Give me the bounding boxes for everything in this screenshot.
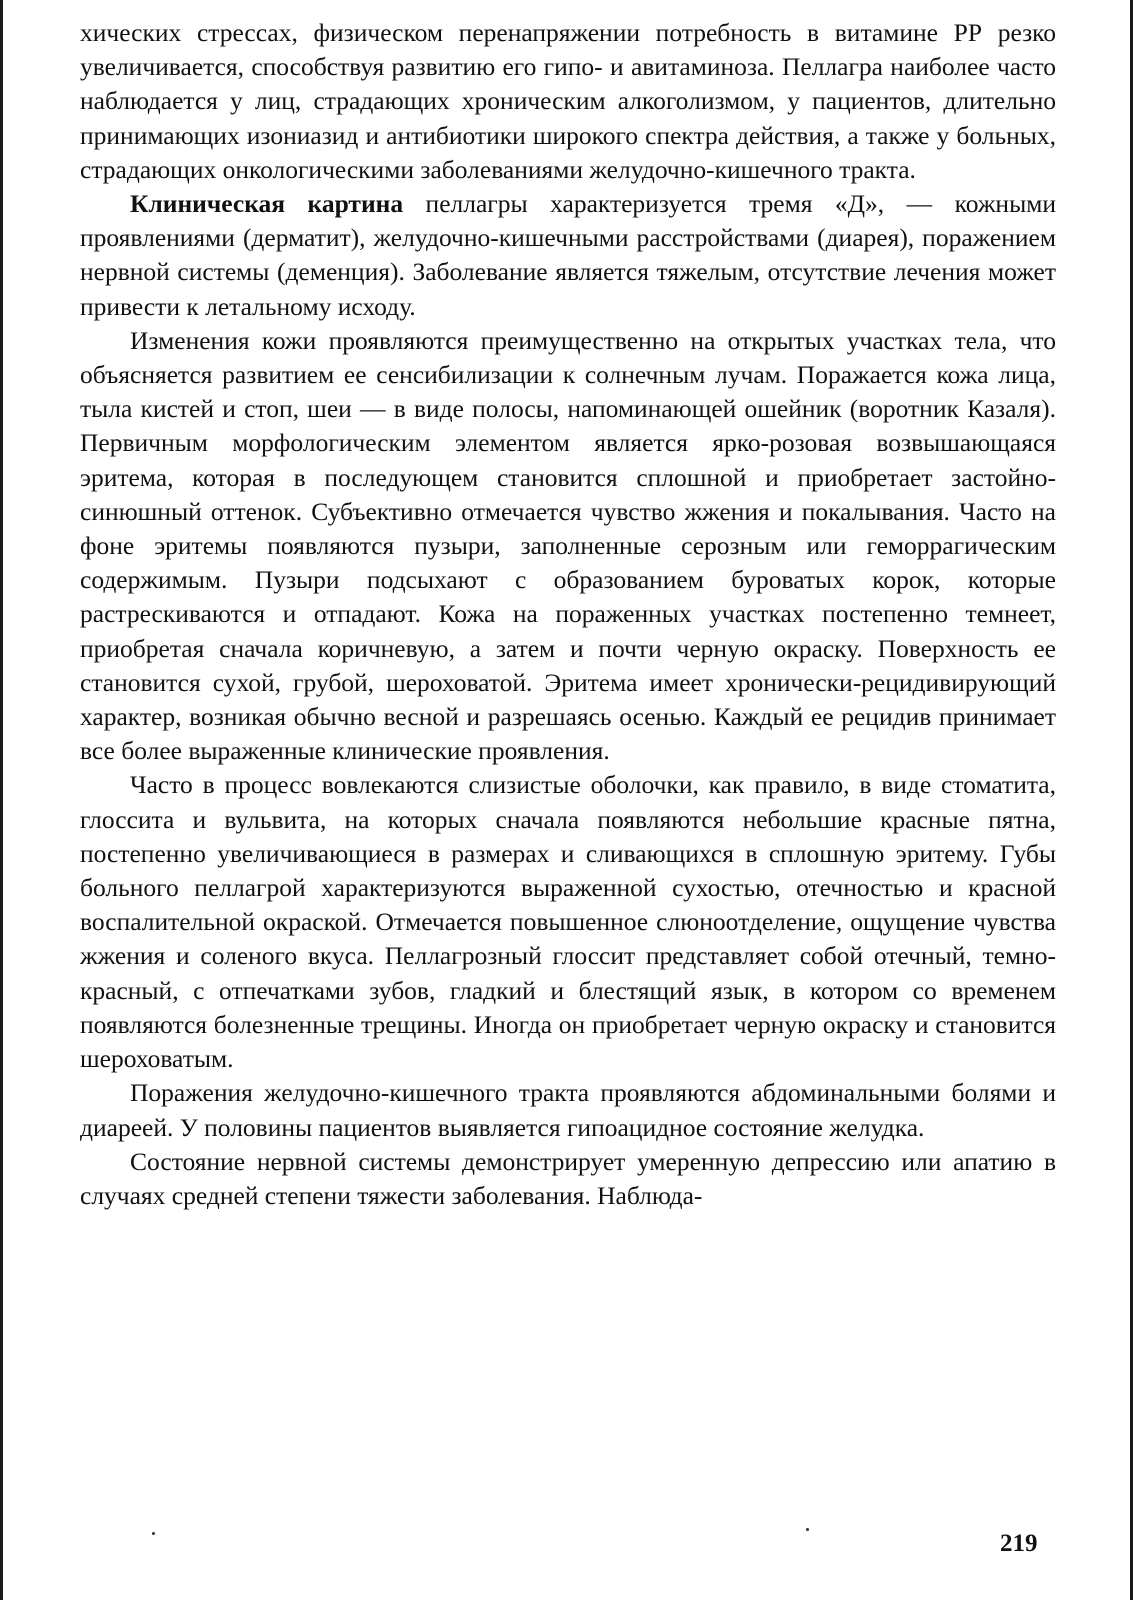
paragraph-2-lead: Клиническая картина: [130, 189, 404, 219]
paragraph-6: [80, 1145, 1056, 1213]
paragraph-5: [80, 1076, 1056, 1144]
paragraph-6-text: Состояние нервной системы демонстрирует умеренную депрессию или апатию в случаях средней степени тяжести заболевания. Наблюда-: [80, 1146, 1056, 1210]
body-text: [80, 16, 1056, 1213]
paragraph-3: [80, 324, 1056, 769]
paragraph-2: [80, 187, 1056, 324]
paragraph-4: [80, 768, 1056, 1076]
paragraph-1: [80, 16, 1056, 187]
page-number: 219: [1000, 1530, 1038, 1557]
paragraph-3-text: Изменения кожи проявляются преимущественно на открытых участках тела, что объясняется развитием ее сенсибилизации к солнечным лучам. Поражается кожа лица, тыла кистей и стоп, шеи — в виде полосы, напоминающей ошейник (воротник Казаля). Первичным морфологическим элементом является ярко-розовая возвышающаяся эритема, которая в последующем становится сплошной и приобретает застойно-синюшный оттенок. Субъективно отмечается чувство жжения и покалывания. Часто на фоне эритемы появляются пузыри, заполненные серозным или геморрагическим содержимым. Пузыри подсыхают с образованием буроватых корок, которые растрескиваются и отпадают. Кожа на пораженных участках постепенно темнеет, приобретая сначала коричневую, а затем и почти черную окраску. Поверхность ее становится сухой, грубой, шероховатой. Эритема имеет хронически-рецидивирующий характер, возникая обычно весной и разрешаясь осенью. Каждый ее рецидив принимает все более выраженные клинические проявления.: [80, 325, 1056, 766]
paragraph-5-text: Поражения желудочно-кишечного тракта проявляются абдоминальными болями и диареей. У половины пациентов выявляется гипоацидное состояние желудка.: [80, 1078, 1056, 1142]
paragraph-1-text: хических стрессах, физическом перенапряжении потребность в витамине РР резко увеличивается, способствуя развитию его гипо- и авитаминоза. Пеллагра наиболее часто наблюдается у лиц, страдающих хроническим алкоголизмом, у пациентов, длительно принимающих изониазид и антибиотики широкого спектра действия, а также у больных, страдающих онкологическими заболеваниями желудочно-кишечного тракта.: [80, 18, 1056, 184]
paragraph-4-text: Часто в процесс вовлекаются слизистые оболочки, как правило, в виде стоматита, глоссита и вульвита, на которых сначала появляются небольшие красные пятна, постепенно увеличивающиеся в размерах и сливающихся в сплошную эритему. Губы больного пеллагрой характеризуются выраженной сухостью, отечностью и красной воспалительной окраской. Отмечается повышенное слюноотделение, ощущение чувства жжения и соленого вкуса. Пеллагрозный глоссит представляет собой отечный, темно-красный, с отпечатками зубов, гладкий и блестящий язык, в котором со временем появляются болезненные трещины. Иногда он приобретает черную окраску и становится шероховатым.: [80, 770, 1056, 1074]
scan-speck: [152, 1532, 155, 1535]
scan-speck: [806, 1528, 809, 1531]
page-border-left: [0, 0, 3, 1600]
paragraph-2-text: пеллагры характеризуется тремя «Д», — кожными проявлениями (дерматит), желудочно-кишечными расстройствами (диарея), поражением нервной системы (деменция). Заболевание является тяжелым, отсутствие лечения может привести к летальному исходу.: [80, 189, 1056, 321]
